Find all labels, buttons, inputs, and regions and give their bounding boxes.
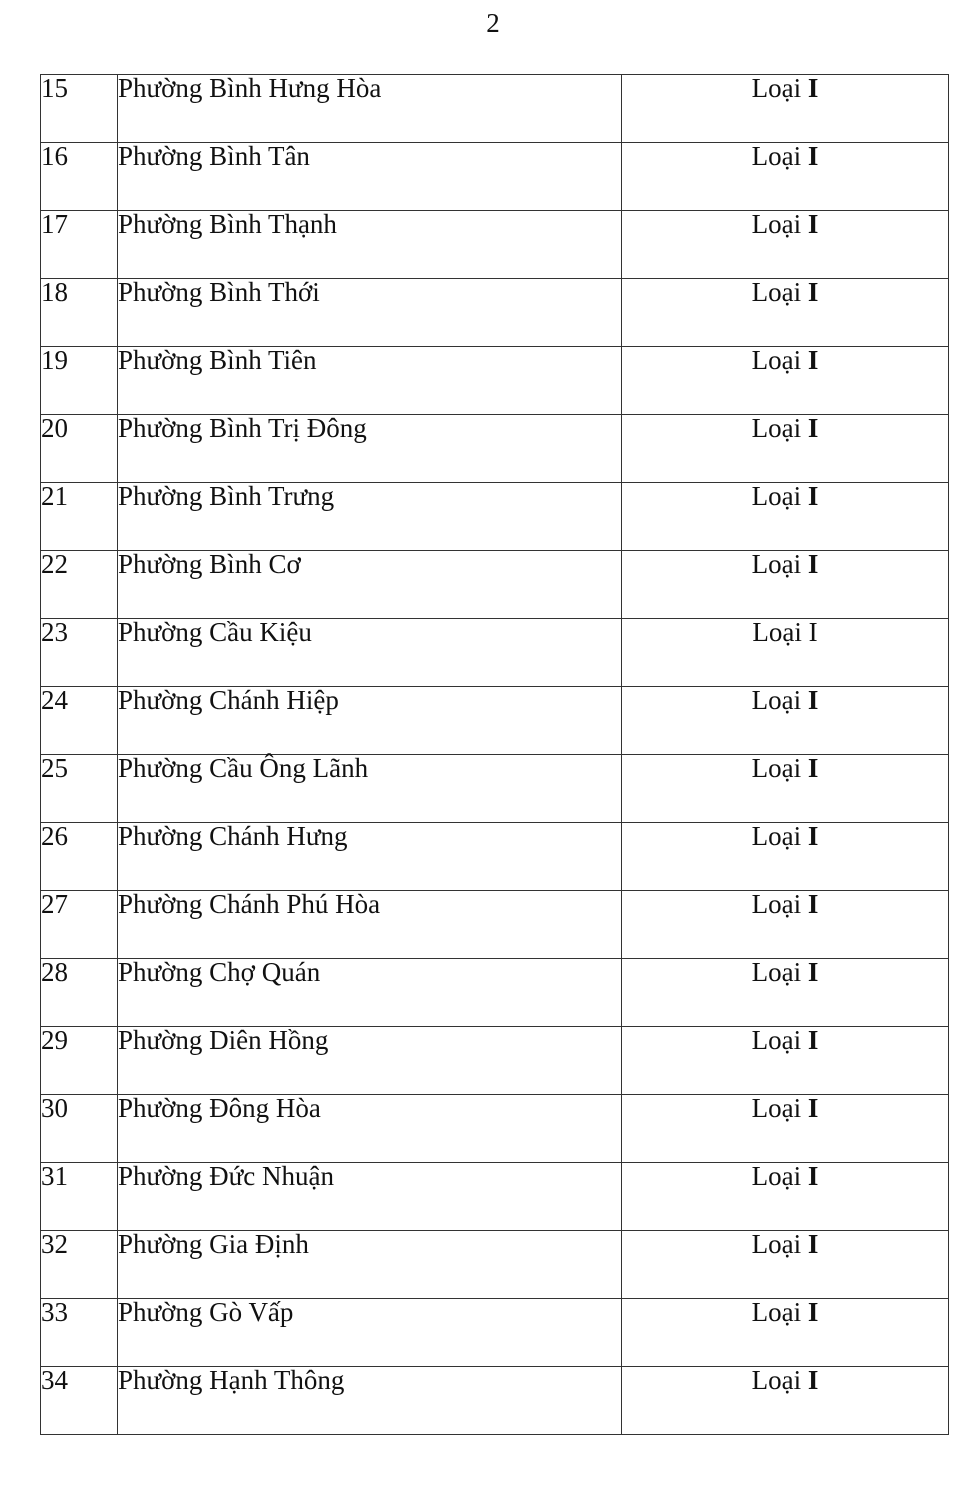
classification-grade: I bbox=[807, 1161, 819, 1191]
table-row bbox=[41, 1027, 949, 1095]
classification-grade: I bbox=[807, 141, 819, 171]
table-body bbox=[41, 75, 949, 1435]
ward-name: Phường Chánh Hiệp bbox=[118, 687, 622, 755]
ward-name: Phường Bình Trưng bbox=[118, 483, 622, 551]
ward-classification bbox=[622, 143, 949, 211]
ward-name: Phường Gia Định bbox=[118, 1231, 622, 1299]
ward-name: Phường Bình Cơ bbox=[118, 551, 622, 619]
classification-prefix: Loại bbox=[751, 73, 802, 103]
classification-grade: I bbox=[807, 1365, 819, 1395]
classification-prefix: Loại bbox=[751, 753, 802, 783]
table-row bbox=[41, 1299, 949, 1367]
classification-prefix: Loại bbox=[751, 821, 802, 851]
classification-grade: I bbox=[807, 73, 819, 103]
ward-name: Phường Đức Nhuận bbox=[118, 1163, 622, 1231]
row-number: 31 bbox=[41, 1163, 118, 1231]
row-number: 18 bbox=[41, 279, 118, 347]
row-number: 20 bbox=[41, 415, 118, 483]
table-row bbox=[41, 1095, 949, 1163]
row-number: 34 bbox=[41, 1367, 118, 1435]
page-number: 2 bbox=[486, 8, 500, 38]
table-row bbox=[41, 1163, 949, 1231]
ward-classification bbox=[622, 891, 949, 959]
row-number: 33 bbox=[41, 1299, 118, 1367]
table-row bbox=[41, 211, 949, 279]
ward-name: Phường Chánh Hưng bbox=[118, 823, 622, 891]
classification-grade: I bbox=[807, 821, 819, 851]
classification-grade: I bbox=[807, 345, 819, 375]
classification-grade: I bbox=[807, 481, 819, 511]
ward-classification bbox=[622, 211, 949, 279]
ward-name: Phường Bình Thới bbox=[118, 279, 622, 347]
classification-grade: I bbox=[807, 889, 819, 919]
ward-name: Phường Bình Hưng Hòa bbox=[118, 75, 622, 143]
ward-classification bbox=[622, 1095, 949, 1163]
table-row bbox=[41, 823, 949, 891]
ward-name: Phường Cầu Kiệu bbox=[118, 619, 622, 687]
row-number: 16 bbox=[41, 143, 118, 211]
table-row bbox=[41, 619, 949, 687]
row-number: 25 bbox=[41, 755, 118, 823]
classification-prefix: Loại bbox=[751, 1365, 802, 1395]
classification-prefix: Loại bbox=[751, 141, 802, 171]
table-row bbox=[41, 551, 949, 619]
ward-classification bbox=[622, 483, 949, 551]
table-row bbox=[41, 143, 949, 211]
ward-name: Phường Hạnh Thông bbox=[118, 1367, 622, 1435]
row-number: 23 bbox=[41, 619, 118, 687]
row-number: 22 bbox=[41, 551, 118, 619]
ward-classification bbox=[622, 551, 949, 619]
ward-classification-table bbox=[40, 74, 949, 1435]
ward-classification bbox=[622, 823, 949, 891]
classification-prefix: Loại bbox=[751, 685, 802, 715]
row-number: 26 bbox=[41, 823, 118, 891]
classification-prefix: Loại bbox=[751, 277, 802, 307]
classification-prefix: Loại bbox=[751, 549, 802, 579]
row-number: 30 bbox=[41, 1095, 118, 1163]
table-row bbox=[41, 347, 949, 415]
ward-classification bbox=[622, 619, 949, 687]
ward-classification bbox=[622, 279, 949, 347]
classification-grade: I bbox=[807, 1297, 819, 1327]
row-number: 15 bbox=[41, 75, 118, 143]
ward-name: Phường Gò Vấp bbox=[118, 1299, 622, 1367]
classification-grade: I bbox=[807, 549, 819, 579]
ward-name: Phường Đông Hòa bbox=[118, 1095, 622, 1163]
row-number: 19 bbox=[41, 347, 118, 415]
classification-grade: I bbox=[807, 209, 819, 239]
classification-prefix: Loại bbox=[751, 413, 802, 443]
ward-classification bbox=[622, 415, 949, 483]
ward-name: Phường Chánh Phú Hòa bbox=[118, 891, 622, 959]
ward-name: Phường Bình Thạnh bbox=[118, 211, 622, 279]
ward-name: Phường Diên Hồng bbox=[118, 1027, 622, 1095]
row-number: 29 bbox=[41, 1027, 118, 1095]
ward-name: Phường Bình Tiên bbox=[118, 347, 622, 415]
ward-classification bbox=[622, 959, 949, 1027]
classification-grade: I bbox=[807, 685, 819, 715]
ward-classification bbox=[622, 1231, 949, 1299]
table-row bbox=[41, 755, 949, 823]
table-row bbox=[41, 891, 949, 959]
row-number: 24 bbox=[41, 687, 118, 755]
classification-prefix: Loại bbox=[751, 1229, 802, 1259]
table-row bbox=[41, 1231, 949, 1299]
ward-classification bbox=[622, 755, 949, 823]
table-row bbox=[41, 687, 949, 755]
table-row bbox=[41, 959, 949, 1027]
classification-grade: I bbox=[807, 753, 819, 783]
table-row bbox=[41, 1367, 949, 1435]
ward-classification bbox=[622, 1027, 949, 1095]
ward-classification bbox=[622, 1299, 949, 1367]
table-row bbox=[41, 415, 949, 483]
ward-classification bbox=[622, 1163, 949, 1231]
classification-grade: I bbox=[807, 1025, 819, 1055]
ward-name: Phường Bình Trị Đông bbox=[118, 415, 622, 483]
classification-prefix: Loại bbox=[751, 889, 802, 919]
ward-classification bbox=[622, 347, 949, 415]
classification-grade: I bbox=[807, 957, 819, 987]
row-number: 28 bbox=[41, 959, 118, 1027]
table-row bbox=[41, 483, 949, 551]
ward-name: Phường Chợ Quán bbox=[118, 959, 622, 1027]
row-number: 21 bbox=[41, 483, 118, 551]
classification-prefix: Loại bbox=[751, 1025, 802, 1055]
ward-name: Phường Cầu Ông Lãnh bbox=[118, 755, 622, 823]
classification-grade: I bbox=[807, 1229, 819, 1259]
classification-grade: I bbox=[807, 277, 819, 307]
classification-grade: I bbox=[807, 1093, 819, 1123]
classification-prefix: Loại bbox=[752, 617, 802, 647]
classification-grade: I bbox=[807, 413, 819, 443]
ward-name: Phường Bình Tân bbox=[118, 143, 622, 211]
table-row bbox=[41, 279, 949, 347]
ward-classification bbox=[622, 687, 949, 755]
row-number: 17 bbox=[41, 211, 118, 279]
row-number: 27 bbox=[41, 891, 118, 959]
ward-classification bbox=[622, 1367, 949, 1435]
table-row bbox=[41, 75, 949, 143]
classification-grade: I bbox=[808, 617, 818, 647]
classification-prefix: Loại bbox=[751, 345, 802, 375]
ward-classification bbox=[622, 75, 949, 143]
classification-prefix: Loại bbox=[751, 481, 802, 511]
classification-prefix: Loại bbox=[751, 209, 802, 239]
row-number: 32 bbox=[41, 1231, 118, 1299]
classification-prefix: Loại bbox=[751, 957, 802, 987]
classification-prefix: Loại bbox=[751, 1297, 802, 1327]
classification-prefix: Loại bbox=[751, 1161, 802, 1191]
classification-prefix: Loại bbox=[751, 1093, 802, 1123]
